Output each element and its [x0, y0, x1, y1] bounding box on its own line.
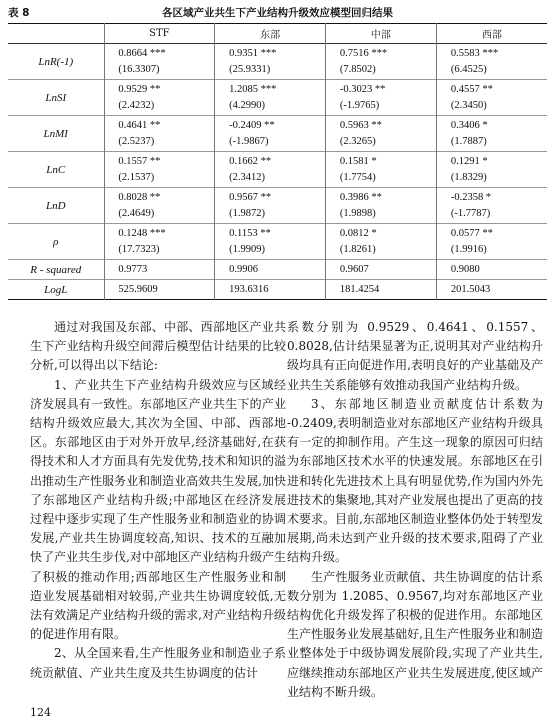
table-header-row [8, 24, 547, 44]
coefficient-cell [215, 188, 326, 224]
table-row [8, 152, 547, 188]
coefficient-cell [326, 152, 437, 188]
r-squared-row [8, 260, 547, 280]
coefficient-cell [436, 44, 547, 80]
paragraph: 系数分别为 0.9529、0.4641、0.1557、0.8028,估计结果显著为正,说明其对产业结构升级均具有正向促进作用,表明良好的产业基础及产业共生关系能够有效推动我国产业结构升级。 [287, 320, 543, 392]
coefficient-cell [326, 224, 437, 260]
coefficient-cell [215, 116, 326, 152]
coefficient-estimate: 0.1153 ** [229, 227, 271, 239]
statistic-value: 0.9607 [339, 263, 369, 275]
coefficient-cell [326, 188, 437, 224]
coefficient-estimate: 0.4557 ** [450, 83, 493, 95]
t-statistic: (2.3265) [339, 135, 376, 147]
coefficient-cell [104, 224, 215, 260]
coefficient-estimate: 0.1662 ** [229, 155, 272, 167]
statistic-value: 0.9773 [118, 263, 148, 275]
coefficient-estimate: -0.2358 * [450, 191, 492, 203]
coefficient-estimate: 0.8028 ** [118, 191, 161, 203]
t-statistic: (1.8329) [450, 171, 487, 183]
statistic-cell [436, 280, 547, 300]
t-statistic: (1.9916) [450, 243, 487, 255]
coefficient-cell [104, 80, 215, 116]
coefficient-estimate: 0.5583 *** [450, 47, 499, 59]
coefficient-cell [436, 152, 547, 188]
statistic-cell [104, 260, 215, 280]
coefficient-estimate: 0.1557 ** [118, 155, 161, 167]
column-header: 西部 [481, 30, 502, 41]
t-statistic: (2.4649) [118, 207, 155, 219]
column-header: 中部 [326, 24, 437, 44]
statistic-cell [326, 280, 437, 300]
t-statistic: (-1.9765) [339, 99, 380, 111]
statistic-cell [215, 280, 326, 300]
coefficient-estimate: 0.1581 * [339, 155, 377, 167]
t-statistic: (1.9909) [229, 243, 265, 255]
statistic-value: 0.9906 [229, 263, 258, 275]
statistic-cell [436, 260, 547, 280]
t-statistic: (2.1537) [118, 171, 155, 183]
coefficient-cell [326, 44, 437, 80]
column-header: STF [104, 24, 215, 44]
coefficient-estimate: -0.2409 ** [229, 119, 275, 131]
t-statistic: (1.8261) [339, 243, 376, 255]
t-statistic: (-1.9867) [229, 135, 269, 147]
table-caption [8, 5, 547, 21]
coefficient-estimate: 0.8664 *** [118, 47, 166, 59]
coefficient-estimate: 0.1248 *** [118, 227, 166, 239]
coefficient-cell [436, 80, 547, 116]
statistic-value: 181.4254 [339, 283, 380, 295]
t-statistic: (2.3412) [229, 171, 265, 183]
coefficient-estimate: -0.3023 ** [339, 83, 386, 95]
coefficient-estimate: 0.0577 ** [450, 227, 493, 239]
statistic-value: 0.9080 [450, 263, 480, 275]
coefficient-estimate: 0.9567 ** [229, 191, 272, 203]
coefficient-estimate: 0.4641 ** [118, 119, 161, 131]
coefficient-cell [104, 152, 215, 188]
t-statistic: (4.2990) [229, 99, 265, 111]
t-statistic: (6.4525) [450, 63, 487, 75]
t-statistic: (16.3307) [118, 63, 160, 75]
paragraph: 3、东部地区制造业贡献度估计系数为 -0.2409,表明制造业对东部地区产业结构升级具有一定的抑制作用。产生这一现象的原因可归结为东部地区技术水平的快速发展。东部地区在引进和转化先进技术上具有明显优势,作为国内外先进技术的集聚地,其对产业发展也提出了更高的技术要求。目前,东部地区制造业整体仍处于转型发展期,尚未达到产业升级的技术要求,阻碍了产业结构升级。 [287, 396, 543, 565]
t-statistic: (25.9331) [229, 63, 271, 75]
page-number: 124 [30, 706, 51, 719]
body-column-left [30, 318, 286, 683]
t-statistic: (1.7754) [339, 171, 376, 183]
coefficient-cell [215, 44, 326, 80]
t-statistic: (-1.7787) [450, 207, 491, 219]
table-row [8, 80, 547, 116]
variable-name: ρ [8, 224, 104, 260]
t-statistic: (1.7887) [450, 135, 487, 147]
coefficient-cell [104, 116, 215, 152]
coefficient-cell [215, 224, 326, 260]
coefficient-cell [215, 152, 326, 188]
coefficient-estimate: 0.9529 ** [118, 83, 161, 95]
coefficient-cell [436, 116, 547, 152]
table-row [8, 224, 547, 260]
paragraph: 生产性服务业贡献值、共生协调度的估计系数分别为 1.2085、0.9567,均对东部地区产业结构优化升级发挥了积极的促进作用。东部地区生产性服务业发展基础好,且生产性服务业和制造业整体处于中级协调发展阶段,实现了产业共生,应继续推动东部地区产业共生发展进度,使区域产业结构不断升级。 [287, 569, 543, 699]
paragraph: 1、产业共生下产业结构升级效应与区域经济发展具有一致性。东部地区产业共生下的产业结构升级效应最大,其次为全国、中部、西部地区。东部地区由于对外开放早,经济基础好,在获得技术和人才方面具有先发优势,技术和知识的溢出推动生产性服务业和制造业高效共生发展,加快了东部地区产业结构升级;中部地区在经济发展过程中逐步实现了生产性服务业和制造业的协调发展,产业共生协调度较高,知识、技术的互融加快了产业共生步伐,对中部地区产业结构升级产生了积极的推动作用;西部地区生产性服务业和制造业发展基础相对较弱,产业共生协调度较低,无法有效满足产业结构升级的需求,对产业结构升级的促进作用有限。 [30, 377, 286, 642]
coefficient-estimate: 1.2085 *** [229, 83, 277, 95]
statistic-cell [104, 280, 215, 300]
coefficient-cell [436, 188, 547, 224]
statistic-value: 193.6316 [229, 283, 269, 295]
variable-name: LogL [8, 280, 104, 300]
table-title: 各区域产业共生下产业结构升级效应模型回归结果 [162, 7, 393, 19]
coefficient-cell [104, 188, 215, 224]
table-row [8, 44, 547, 80]
coefficient-estimate: 0.5963 ** [339, 119, 382, 131]
coefficient-estimate: 0.1291 * [450, 155, 488, 167]
paragraph: 通过对我国及东部、中部、西部地区产业共生下产业结构升级空间滞后模型估计结果的比较分析,可以得出以下结论: [30, 320, 286, 373]
statistic-value: 525.9609 [118, 283, 158, 295]
table-row [8, 188, 547, 224]
coefficient-cell [215, 80, 326, 116]
statistic-value: 201.5043 [450, 283, 491, 295]
variable-name: R - squared [8, 260, 104, 280]
coefficient-estimate: 0.3406 * [450, 119, 488, 131]
variable-name: LnD [8, 188, 104, 224]
coefficient-cell [436, 224, 547, 260]
coefficient-estimate: 0.3986 ** [339, 191, 382, 203]
t-statistic: (7.8502) [339, 63, 376, 75]
coefficient-estimate: 0.9351 *** [229, 47, 277, 59]
regression-table [8, 23, 547, 300]
t-statistic: (2.3450) [450, 99, 487, 111]
paragraph: 2、从全国来看,生产性服务业和制造业子系统贡献值、产业共生度及共生协调度的估计 [30, 646, 286, 680]
t-statistic: (2.5237) [118, 135, 155, 147]
t-statistic: (2.4232) [118, 99, 155, 111]
coefficient-estimate: 0.7516 *** [339, 47, 388, 59]
variable-name: LnR(-1) [8, 44, 104, 80]
table-row [8, 116, 547, 152]
column-header: 东部 [215, 24, 326, 44]
variable-name: LnMI [8, 116, 104, 152]
log-likelihood-row [8, 280, 547, 300]
body-column-right [287, 318, 543, 702]
statistic-cell [326, 260, 437, 280]
header-blank [8, 24, 104, 44]
coefficient-cell [104, 44, 215, 80]
coefficient-estimate: 0.0812 * [339, 227, 377, 239]
table-label: 表 8 [8, 7, 30, 19]
t-statistic: (1.9872) [229, 207, 265, 219]
variable-name: LnC [8, 152, 104, 188]
statistic-cell [215, 260, 326, 280]
coefficient-cell [326, 80, 437, 116]
t-statistic: (1.9898) [339, 207, 376, 219]
t-statistic: (17.7323) [118, 243, 160, 255]
variable-name: LnSI [8, 80, 104, 116]
coefficient-cell [326, 116, 437, 152]
